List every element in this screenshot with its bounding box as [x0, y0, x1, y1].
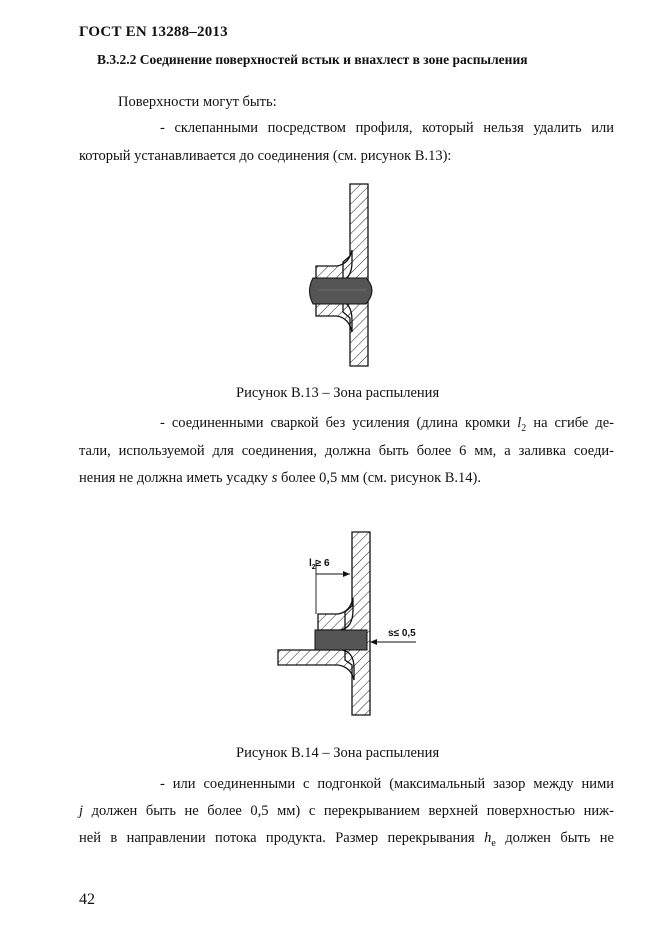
b14-label-s	[388, 628, 416, 639]
item3-line2	[79, 801, 614, 821]
item1-line1: - склепанными посредством профиля, который нельзя удалить или	[160, 120, 614, 136]
page-number: 42	[79, 891, 95, 908]
sub-2: 2	[521, 422, 527, 434]
section-title: B.3.2.2 Соединение поверхностей встык и внахлест в зоне распыления	[97, 52, 528, 67]
item2-line1	[160, 413, 614, 439]
b14-l2-val: ≥ 6	[315, 558, 330, 569]
sub-e: e	[491, 837, 496, 849]
b14-l2-sub: 2	[311, 564, 316, 571]
item2-text-b: на сгибе де-	[526, 415, 614, 431]
var-j: j	[79, 803, 84, 819]
b14-label-l2	[309, 558, 330, 571]
item3-line3	[79, 828, 614, 854]
b13-vertical-plate	[343, 184, 368, 366]
b14-horizontal-plate	[278, 650, 354, 680]
figure-b14-caption: Рисунок B.14 – Зона распыления	[236, 745, 440, 761]
item3-line3-b: должен быть не	[495, 830, 614, 846]
b13-upper-profile	[316, 250, 352, 282]
document-code: ГОСТ EN 13288–2013	[79, 24, 228, 40]
item2-line2: тали, используемой для соединения, должна быть более 6 мм, а заливка соеди-	[79, 443, 614, 459]
b14-l2-var: l	[309, 558, 312, 569]
item2-text-a: - соединенными сваркой без усиления (длина кромки	[160, 415, 518, 431]
item3-line1: - или соединенными с подгонкой (максимальный зазор между ними	[160, 776, 614, 792]
intro-text: Поверхности могут быть:	[118, 94, 277, 110]
b14-upper-edge	[318, 598, 353, 630]
item2-line3-b: более 0,5 мм (см. рисунок B.14).	[277, 470, 481, 486]
b14-weld-fill	[315, 630, 367, 650]
var-l: l	[517, 415, 522, 431]
b14-vertical-plate	[345, 532, 370, 715]
item2-line3-a: нения не должна иметь усадку	[79, 470, 272, 486]
b14-s-var: s	[388, 628, 394, 639]
item2-line3	[79, 468, 481, 488]
item3-line2-b: должен быть не более 0,5 мм) с перекрыванием верхней поверхностью ниж-	[83, 803, 614, 819]
item1-line2: который устанавливается до соединения (см. рисунок B.13):	[79, 148, 452, 164]
b13-lower-profile	[316, 300, 352, 332]
item3-line3-a: ней в направлении потока продукта. Размер перекрывания	[79, 830, 485, 846]
figure-b13-caption: Рисунок B.13 – Зона распыления	[236, 385, 440, 401]
b13-spray-zone	[310, 278, 373, 304]
b14-s-val: ≤ 0,5	[393, 628, 416, 639]
var-h: h	[484, 830, 492, 846]
var-s: s	[271, 470, 278, 486]
